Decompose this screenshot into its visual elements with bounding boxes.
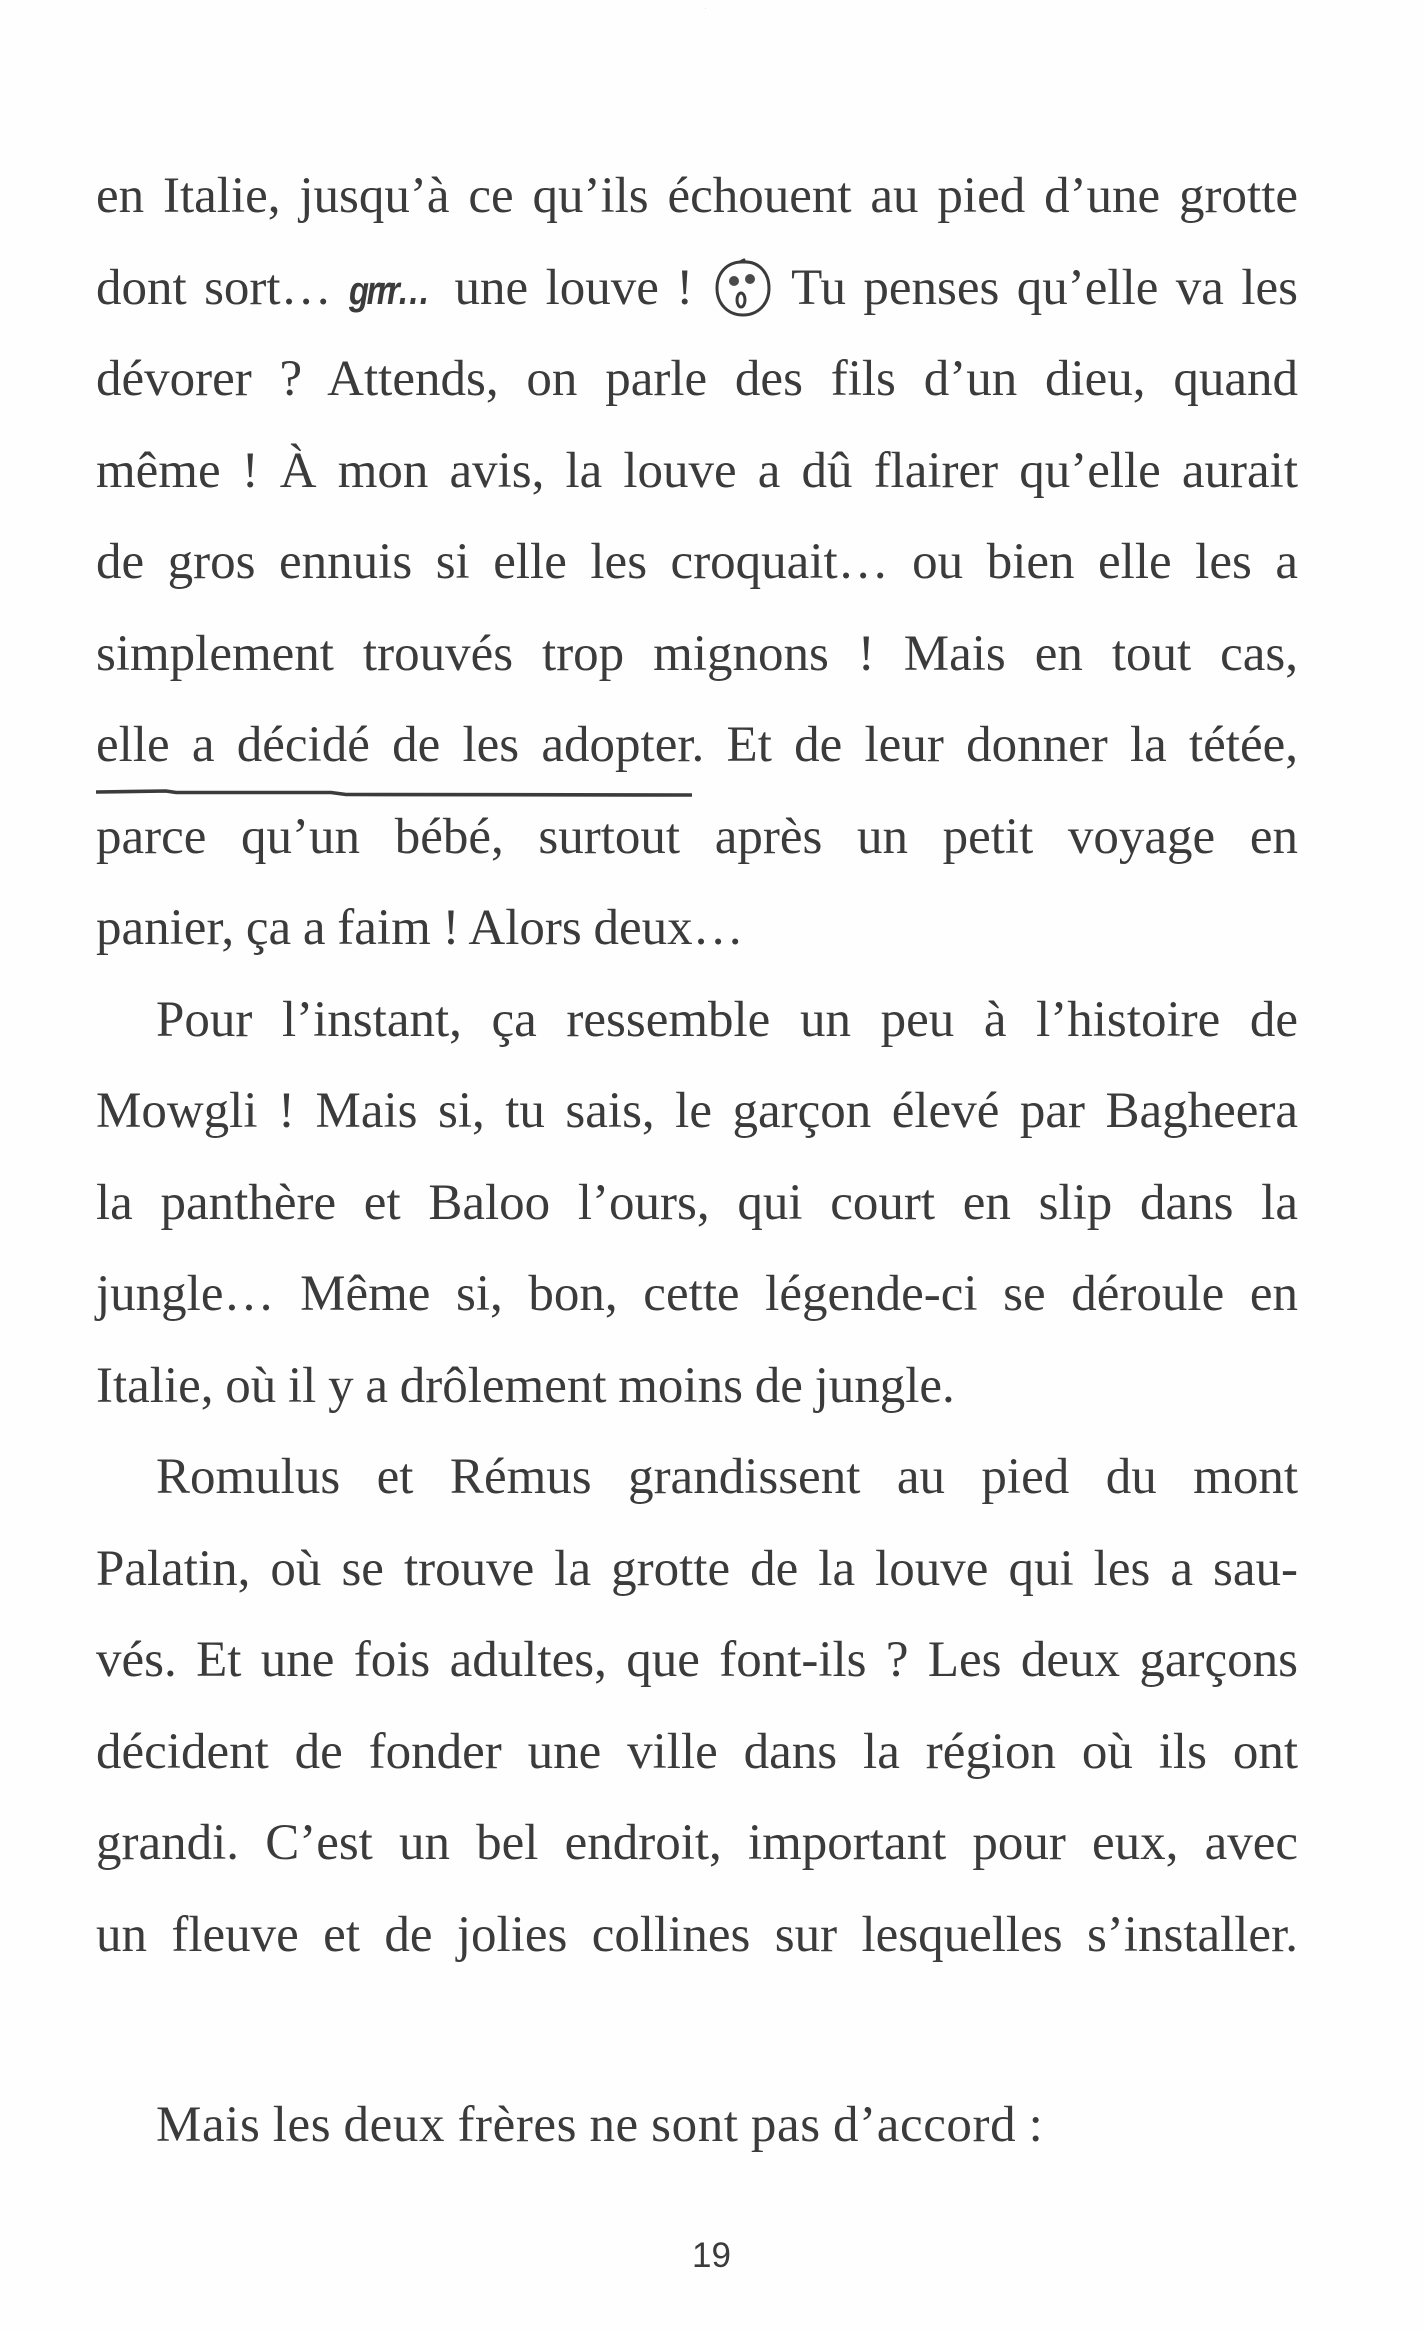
- text-line: Palatin, où se trouve la grotte de la louve qui les a sau-: [96, 1541, 1298, 1597]
- text-line: décident de fonder une ville dans la région où ils ont: [96, 1724, 1298, 1780]
- text-line: simplement trouvés trop mignons ! Mais en tout cas,: [96, 626, 1298, 682]
- text-line: Pour l’instant, ça ressemble un peu à l’histoire de: [156, 992, 1298, 1048]
- handdrawn-underline: [96, 787, 692, 799]
- surprised-face-icon: [713, 258, 773, 318]
- text-line: Mowgli ! Mais si, tu sais, le garçon élevé par Bagheera: [96, 1083, 1298, 1139]
- growl-emphasis: grrr…: [348, 269, 428, 313]
- text-segment: Tu penses qu’elle va les: [774, 260, 1298, 316]
- text-line: grandi. C’est un bel endroit, important pour eux, avec: [96, 1815, 1298, 1871]
- text-line: vés. Et une fois adultes, que font-ils ? Les deux garçons: [96, 1632, 1298, 1688]
- text-line: un fleuve et de jolies collines sur lesquelles s’installer.: [96, 1907, 1298, 1963]
- text-line: Italie, où il y a drôlement moins de jungle.: [96, 1358, 955, 1414]
- scan-artifact: [705, 8, 706, 9]
- text-segment: une louve !: [437, 260, 694, 316]
- text-line: en Italie, jusqu’à ce qu’ils échouent au pied d’une grotte: [96, 168, 1298, 224]
- text-line: [96, 258, 1298, 318]
- text-line: Mais les deux frères ne sont pas d’accord :: [156, 2097, 1044, 2153]
- text-line: dévorer ? Attends, on parle des fils d’un dieu, quand: [96, 351, 1298, 407]
- text-line: Romulus et Rémus grandissent au pied du mont: [156, 1449, 1298, 1505]
- text-line: même ! À mon avis, la louve a dû flairer qu’elle aurait: [96, 443, 1298, 499]
- text-line: la panthère et Baloo l’ours, qui court en slip dans la: [96, 1175, 1298, 1231]
- text-line: parce qu’un bébé, surtout après un petit voyage en: [96, 809, 1298, 865]
- text-line: jungle… Même si, bon, cette légende-ci se déroule en: [96, 1266, 1298, 1322]
- text-line: de gros ennuis si elle les croquait… ou bien elle les a: [96, 534, 1298, 590]
- text-line: panier, ça a faim ! Alors deux…: [96, 900, 744, 956]
- page-number: 19: [692, 2236, 731, 2275]
- text-line: [96, 715, 1298, 775]
- text-segment: Et de leur donner la tétée,: [704, 717, 1299, 773]
- text-segment: dont sort…: [96, 260, 349, 316]
- underlined-phrase: elle a décidé de les adopter.: [96, 717, 705, 773]
